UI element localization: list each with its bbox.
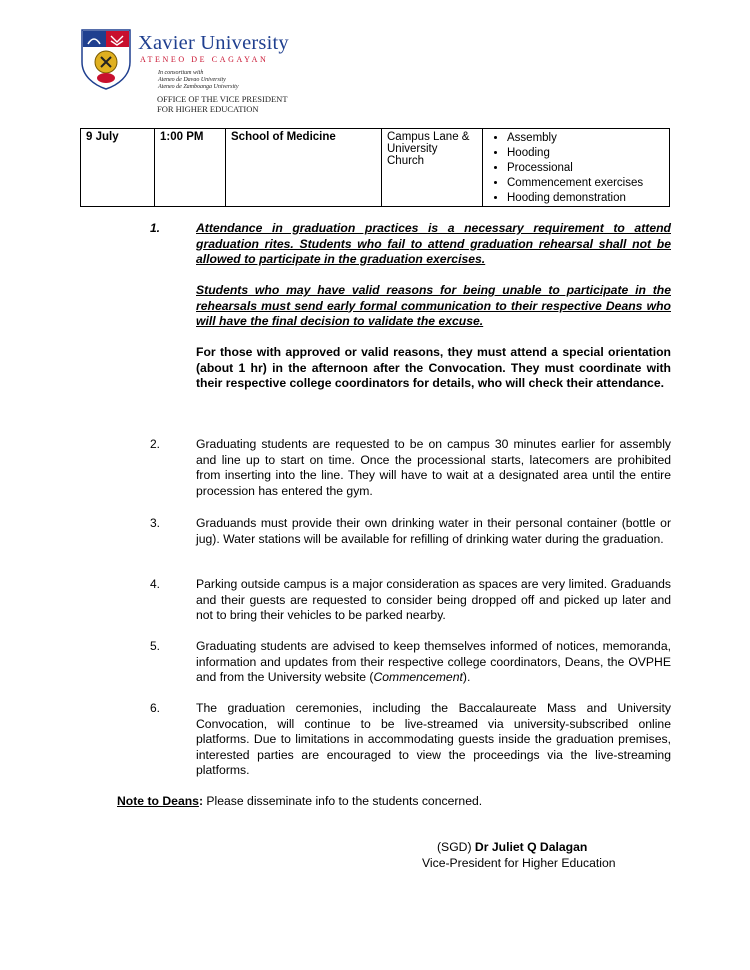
activities-list	[488, 131, 664, 206]
list-item: • Processional	[507, 161, 664, 176]
list-item: • Hooding	[507, 146, 664, 161]
time-cell: 1:00 PM	[155, 129, 226, 207]
activities-cell	[483, 129, 670, 207]
item-text	[196, 639, 671, 686]
list-item: • Hooding demonstration	[507, 191, 664, 206]
office-title-line1: OFFICE OF THE VICE PRESIDENT	[157, 94, 288, 104]
signature-prefix: (SGD)	[437, 840, 475, 854]
list-item: • Assembly	[507, 131, 664, 146]
university-seal-logo	[80, 28, 132, 90]
item-text: Graduands must provide their own drinking water in their personal container (bottle or jug). Water stations will be available for refilling of drinking water during the graduation.	[196, 516, 671, 546]
list-item: • Commencement exercises	[507, 176, 664, 191]
special-orientation-text: For those with approved or valid reasons, they must attend a special orientation (about 1 hr) in the afternoon after the Convocation. They must coordinate with their respective college coordinators for details, who will check their attendance.	[196, 345, 671, 390]
item-number: 6.	[150, 701, 161, 715]
item-number: 1.	[150, 221, 161, 235]
office-title-line2: FOR HIGHER EDUCATION	[157, 104, 259, 114]
consortium-line: Ateneo de Zamboanga University	[158, 84, 239, 90]
item-text: The graduation ceremonies, including the Baccalaureate Mass and University Convocation, will continue to be live-streamed via university-subscribed online platforms. Due to limitations in accommodating guests inside the graduation premises, interested parties are encouraged to view the proceedings via the live-streaming platforms.	[196, 701, 671, 777]
note-to-deans	[117, 794, 482, 808]
note-text: Please disseminate info to the students concerned.	[203, 794, 483, 808]
consortium-line: In consortium with	[158, 70, 204, 76]
date-cell: 9 July	[81, 129, 155, 207]
signatory-name: Dr Juliet Q Dalagan	[474, 840, 588, 854]
valid-reasons-text: Students who may have valid reasons for being unable to participate in the rehearsals must send early formal communication to their respective Deans who will have the final decision to validate the excuse.	[196, 283, 671, 328]
university-subtitle: ATENEO DE CAGAYAN	[140, 55, 269, 64]
item-number: 2.	[150, 437, 161, 451]
signature-line	[437, 840, 587, 854]
venue-cell: Campus Lane & University Church	[382, 129, 483, 207]
consortium-line: Ateneo de Davao University	[158, 77, 226, 83]
school-cell: School of Medicine	[226, 129, 382, 207]
attendance-requirement-text: Attendance in graduation practices is a necessary requirement to attend graduation rites. Students who fail to attend graduation rehearsal shall not be allowed to participate in the graduation exercises.	[196, 221, 671, 266]
schedule-table	[80, 128, 670, 207]
item-text-part: Graduating students are advised to keep themselves informed of notices, memoranda, information and updates from their respective college coordinators, Deans, the OVPHE and from the University website (	[196, 639, 671, 684]
item-text-part: ).	[462, 670, 471, 684]
item-number: 5.	[150, 639, 161, 653]
item-number: 3.	[150, 516, 161, 530]
commencement-link-text: Commencement	[373, 670, 463, 684]
signatory-title: Vice-President for Higher Education	[422, 856, 616, 870]
item-text: Graduating students are requested to be on campus 30 minutes earlier for assembly and line up to start on time. Once the processional starts, latecomers are prohibited from inserting into the line. They will have to wait at a designated area until the entire procession has entered the gym.	[196, 437, 671, 498]
table-row	[81, 129, 670, 207]
item-number: 4.	[150, 577, 161, 591]
note-label: Note to Deans	[117, 794, 199, 808]
item-text: Parking outside campus is a major consideration as spaces are very limited. Graduands and their guests are requested to consider being dropped off and picked up later and not to bring their vehicles to be parked nearby.	[196, 577, 671, 622]
university-name: Xavier University	[138, 32, 289, 54]
note-colon: :	[198, 794, 204, 808]
